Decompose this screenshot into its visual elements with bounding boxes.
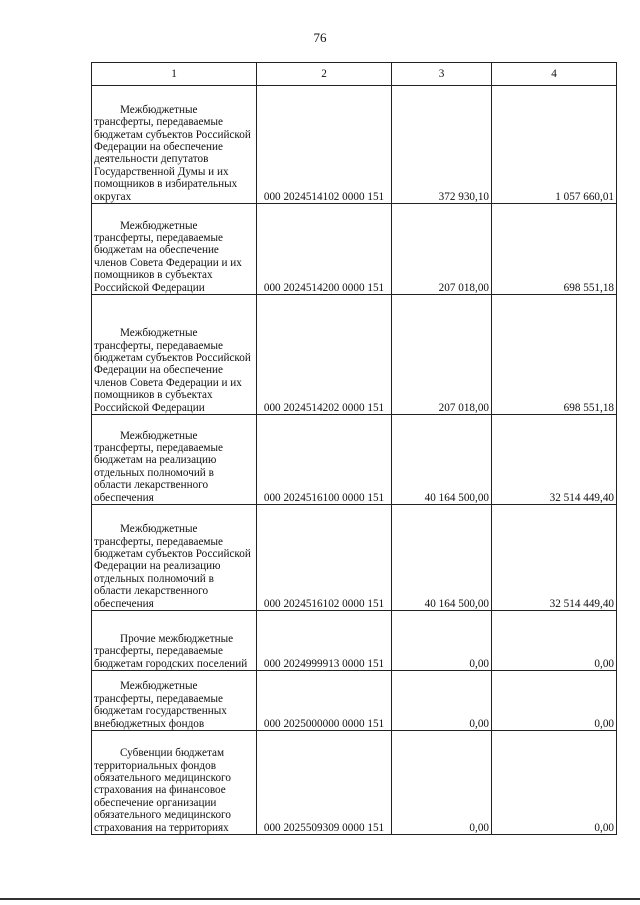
row-value-col3: 0,00 [392, 611, 492, 671]
column-header-3: 3 [392, 63, 492, 86]
row-name: Субвенции бюджетам территориальных фондов обязательного медицинского страхования на финансовое обеспечение организации обязательного медицинского страхования на территориях [94, 747, 231, 834]
row-value-col4: 32 514 449,40 [492, 505, 617, 611]
row-name: Прочие межбюджетные трансферты, передаваемые бюджетам городских поселений [94, 632, 248, 670]
table-row [92, 671, 617, 731]
row-value-col3: 40 164 500,00 [392, 505, 492, 611]
row-code: 000 2024516102 0000 151 [257, 505, 392, 611]
table-row [92, 731, 617, 835]
row-name: Межбюджетные трансферты, передаваемые бюджетам субъектов Российской Федерации на обеспечение деятельности депутатов Государственной Думы и их помощников в избирательных округах [94, 103, 251, 203]
row-value-col4: 0,00 [492, 671, 617, 731]
column-header-4: 4 [492, 63, 617, 86]
row-value-col4: 0,00 [492, 611, 617, 671]
row-code: 000 2024516100 0000 151 [257, 415, 392, 505]
row-code: 000 2024514200 0000 151 [257, 204, 392, 295]
table-row [92, 204, 617, 295]
row-code: 000 2024514102 0000 151 [257, 86, 392, 204]
row-name: Межбюджетные трансферты, передаваемые бюджетам государственных внебюджетных фондов [94, 680, 227, 730]
row-name: Межбюджетные трансферты, передаваемые бюджетам субъектов Российской Федерации на обеспечение членов Совета Федерации и их помощников в субъектах Российской Федерации [94, 327, 251, 414]
row-code: 000 2024999913 0000 151 [257, 611, 392, 671]
row-value-col3: 40 164 500,00 [392, 415, 492, 505]
row-name: Межбюджетные трансферты, передаваемые бюджетам на обеспечение членов Совета Федерации и их помощников в субъектах Российской Федерации [94, 219, 242, 294]
row-value-col3: 0,00 [392, 671, 492, 731]
row-value-col4: 698 551,18 [492, 295, 617, 415]
column-header-1: 1 [92, 63, 257, 86]
row-code: 000 2025509309 0000 151 [257, 731, 392, 835]
budget-table [91, 62, 617, 835]
header-row [92, 63, 617, 86]
row-value-col3: 0,00 [392, 731, 492, 835]
row-value-col4: 32 514 449,40 [492, 415, 617, 505]
table-row [92, 415, 617, 505]
row-value-col4: 1 057 660,01 [492, 86, 617, 204]
row-code: 000 2025000000 0000 151 [257, 671, 392, 731]
table-row [92, 505, 617, 611]
row-value-col4: 0,00 [492, 731, 617, 835]
page-number: 76 [313, 30, 327, 45]
page-bottom-border [0, 898, 640, 900]
row-value-col3: 372 930,10 [392, 86, 492, 204]
row-value-col4: 698 551,18 [492, 204, 617, 295]
row-name: Межбюджетные трансферты, передаваемые бюджетам на реализацию отдельных полномочий в области лекарственного обеспечения [94, 429, 223, 504]
row-value-col3: 207 018,00 [392, 295, 492, 415]
row-code: 000 2024514202 0000 151 [257, 295, 392, 415]
table-row [92, 86, 617, 204]
table-row [92, 611, 617, 671]
column-header-2: 2 [257, 63, 392, 86]
row-name: Межбюджетные трансферты, передаваемые бюджетам субъектов Российской Федерации на реализацию отдельных полномочий в области лекарственного обеспечения [94, 523, 251, 610]
row-value-col3: 207 018,00 [392, 204, 492, 295]
table-row [92, 295, 617, 415]
